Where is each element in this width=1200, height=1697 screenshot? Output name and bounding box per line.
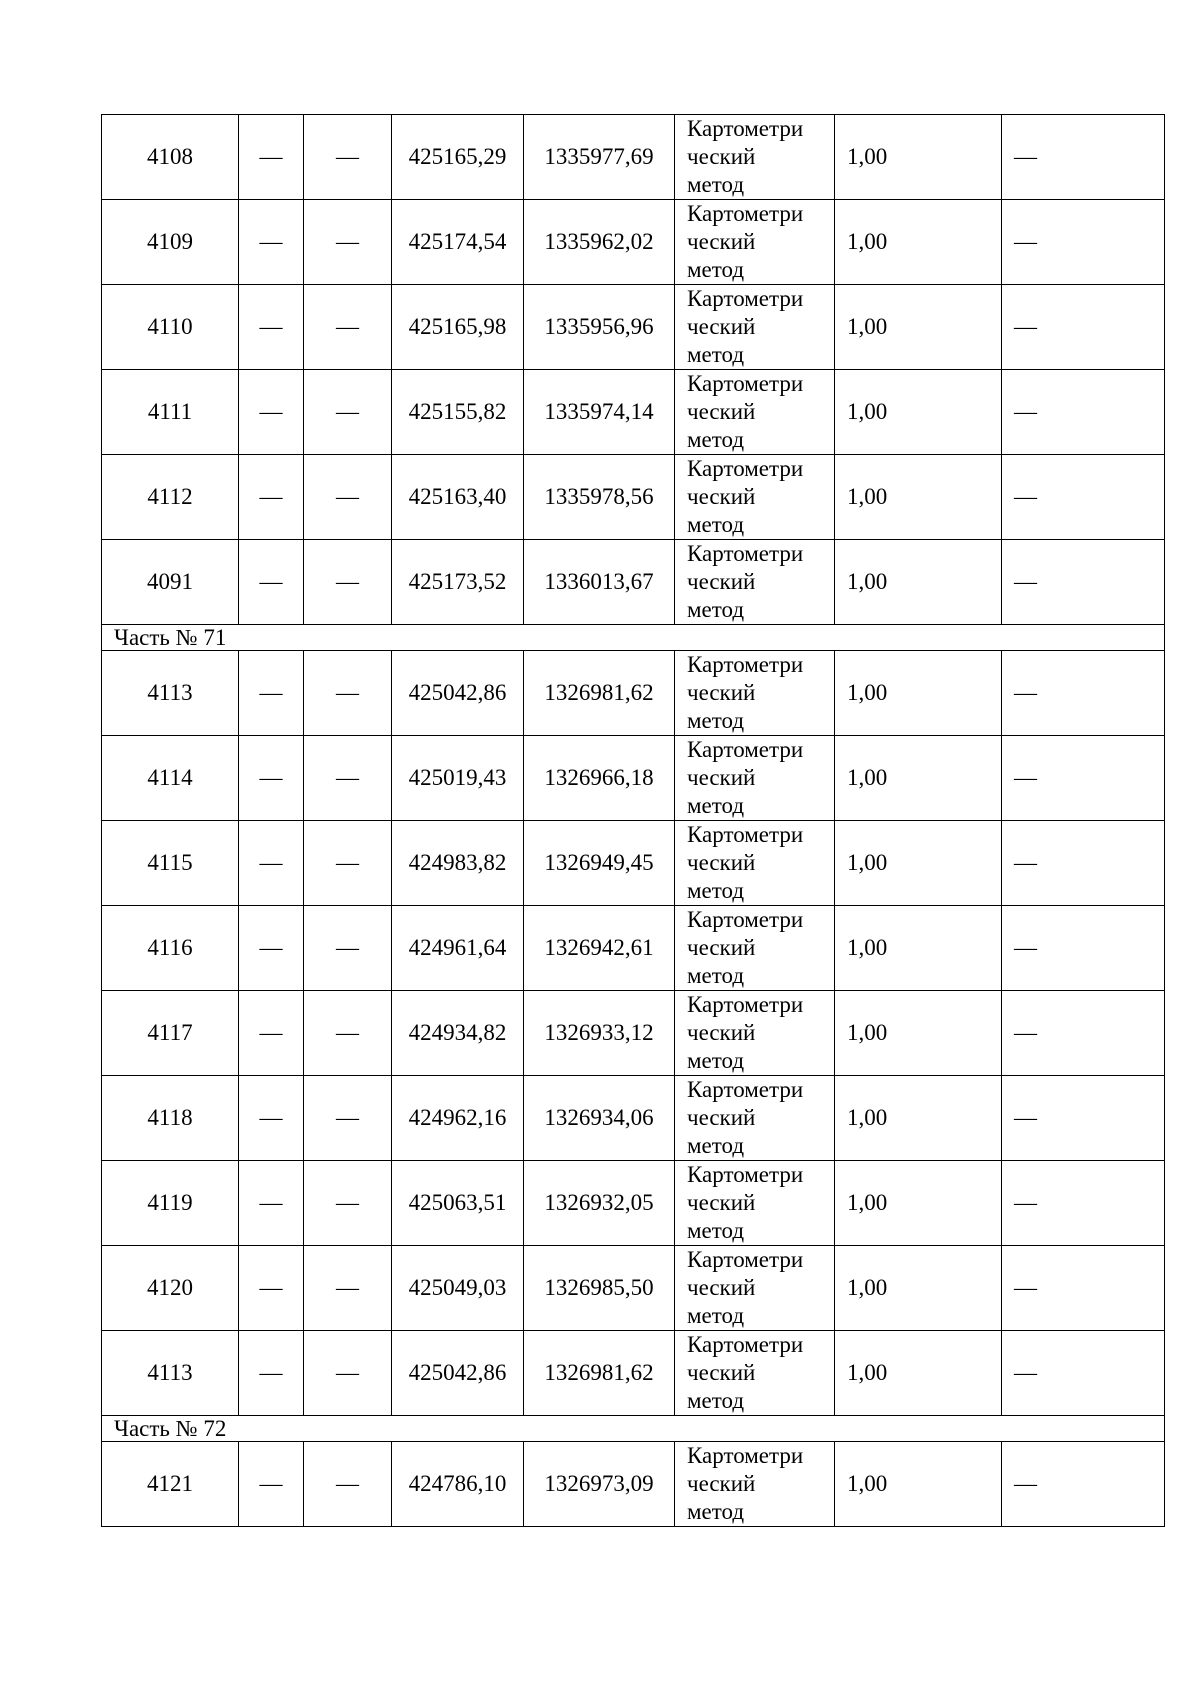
- point-number-cell: 4113: [102, 651, 239, 736]
- method-text-line: ческий: [687, 935, 756, 960]
- method-text-line: Картометри: [687, 1332, 804, 1357]
- method-text-line: метод: [687, 342, 745, 367]
- method-text-line: Картометри: [687, 286, 804, 311]
- y-coordinate-cell: 1326981,62: [524, 1331, 675, 1416]
- description-cell: —: [1002, 1076, 1165, 1161]
- accuracy-cell: 1,00: [835, 455, 1002, 540]
- point-number-cell: 4114: [102, 736, 239, 821]
- method-text-line: Картометри: [687, 201, 804, 226]
- y-coordinate-cell: 1335956,96: [524, 285, 675, 370]
- x-coordinate-cell: 425042,86: [392, 1331, 524, 1416]
- old-y-cell: —: [304, 1442, 392, 1527]
- x-coordinate-cell: 425049,03: [392, 1246, 524, 1331]
- table-row: [102, 1076, 1165, 1161]
- accuracy-cell: 1,00: [835, 285, 1002, 370]
- description-cell: —: [1002, 1331, 1165, 1416]
- method-text-line: Картометри: [687, 541, 804, 566]
- point-number-cell: 4121: [102, 1442, 239, 1527]
- table-row: [102, 370, 1165, 455]
- table-row: [102, 115, 1165, 200]
- x-coordinate-cell: 425173,52: [392, 540, 524, 625]
- table-row: [102, 1246, 1165, 1331]
- point-number-cell: 4115: [102, 821, 239, 906]
- old-y-cell: —: [304, 1246, 392, 1331]
- method-cell: [675, 1161, 835, 1246]
- method-text-line: Картометри: [687, 992, 804, 1017]
- method-cell: [675, 736, 835, 821]
- point-number-cell: 4109: [102, 200, 239, 285]
- accuracy-cell: 1,00: [835, 1442, 1002, 1527]
- x-coordinate-cell: 424983,82: [392, 821, 524, 906]
- method-text-line: метод: [687, 172, 745, 197]
- method-cell: [675, 455, 835, 540]
- old-x-cell: —: [239, 1161, 304, 1246]
- x-coordinate-cell: 425155,82: [392, 370, 524, 455]
- old-x-cell: —: [239, 370, 304, 455]
- old-x-cell: —: [239, 1246, 304, 1331]
- y-coordinate-cell: 1326932,05: [524, 1161, 675, 1246]
- old-y-cell: —: [304, 285, 392, 370]
- accuracy-cell: 1,00: [835, 906, 1002, 991]
- description-cell: —: [1002, 736, 1165, 821]
- method-text-line: Картометри: [687, 456, 804, 481]
- point-number-cell: 4117: [102, 991, 239, 1076]
- method-text-line: метод: [687, 1133, 745, 1158]
- table-row: [102, 736, 1165, 821]
- old-y-cell: —: [304, 200, 392, 285]
- method-text-line: метод: [687, 963, 745, 988]
- x-coordinate-cell: 425174,54: [392, 200, 524, 285]
- description-cell: —: [1002, 200, 1165, 285]
- x-coordinate-cell: 425163,40: [392, 455, 524, 540]
- y-coordinate-cell: 1326981,62: [524, 651, 675, 736]
- table-row: [102, 540, 1165, 625]
- method-text-line: ческий: [687, 314, 756, 339]
- method-text-line: Картометри: [687, 1443, 804, 1468]
- old-y-cell: —: [304, 736, 392, 821]
- old-x-cell: —: [239, 821, 304, 906]
- part-label: Часть № 72: [102, 1416, 1165, 1442]
- method-cell: [675, 200, 835, 285]
- old-x-cell: —: [239, 1331, 304, 1416]
- accuracy-cell: 1,00: [835, 991, 1002, 1076]
- method-text-line: ческий: [687, 680, 756, 705]
- accuracy-cell: 1,00: [835, 736, 1002, 821]
- y-coordinate-cell: 1326985,50: [524, 1246, 675, 1331]
- method-text-line: ческий: [687, 1275, 756, 1300]
- table-row: [102, 821, 1165, 906]
- method-text-line: ческий: [687, 1471, 756, 1496]
- description-cell: —: [1002, 1246, 1165, 1331]
- method-text-line: Картометри: [687, 652, 804, 677]
- point-number-cell: 4119: [102, 1161, 239, 1246]
- description-cell: —: [1002, 651, 1165, 736]
- point-number-cell: 4118: [102, 1076, 239, 1161]
- old-x-cell: —: [239, 1442, 304, 1527]
- old-x-cell: —: [239, 115, 304, 200]
- old-y-cell: —: [304, 991, 392, 1076]
- method-text-line: метод: [687, 1388, 745, 1413]
- part-label: Часть № 71: [102, 625, 1165, 651]
- method-text-line: метод: [687, 597, 745, 622]
- old-x-cell: —: [239, 540, 304, 625]
- x-coordinate-cell: 424962,16: [392, 1076, 524, 1161]
- description-cell: —: [1002, 991, 1165, 1076]
- method-text-line: ческий: [687, 850, 756, 875]
- description-cell: —: [1002, 370, 1165, 455]
- point-number-cell: 4113: [102, 1331, 239, 1416]
- method-cell: [675, 540, 835, 625]
- method-text-line: ческий: [687, 1190, 756, 1215]
- method-cell: [675, 1076, 835, 1161]
- method-text-line: Картометри: [687, 371, 804, 396]
- x-coordinate-cell: 425042,86: [392, 651, 524, 736]
- y-coordinate-cell: 1335974,14: [524, 370, 675, 455]
- method-text-line: метод: [687, 878, 745, 903]
- description-cell: —: [1002, 455, 1165, 540]
- method-text-line: ческий: [687, 229, 756, 254]
- y-coordinate-cell: 1326973,09: [524, 1442, 675, 1527]
- old-x-cell: —: [239, 200, 304, 285]
- table-row: [102, 200, 1165, 285]
- old-x-cell: —: [239, 1076, 304, 1161]
- method-text-line: метод: [687, 512, 745, 537]
- x-coordinate-cell: 424786,10: [392, 1442, 524, 1527]
- accuracy-cell: 1,00: [835, 115, 1002, 200]
- table-row: [102, 651, 1165, 736]
- method-cell: [675, 991, 835, 1076]
- method-text-line: Картометри: [687, 822, 804, 847]
- point-number-cell: 4112: [102, 455, 239, 540]
- method-text-line: метод: [687, 1303, 745, 1328]
- method-text-line: метод: [687, 1218, 745, 1243]
- table-row: [102, 906, 1165, 991]
- method-cell: [675, 906, 835, 991]
- description-cell: —: [1002, 1161, 1165, 1246]
- old-x-cell: —: [239, 736, 304, 821]
- method-cell: [675, 651, 835, 736]
- accuracy-cell: 1,00: [835, 1331, 1002, 1416]
- table-row: [102, 1331, 1165, 1416]
- x-coordinate-cell: 424961,64: [392, 906, 524, 991]
- method-cell: [675, 370, 835, 455]
- description-cell: —: [1002, 1442, 1165, 1527]
- y-coordinate-cell: 1335977,69: [524, 115, 675, 200]
- old-y-cell: —: [304, 1161, 392, 1246]
- y-coordinate-cell: 1326949,45: [524, 821, 675, 906]
- method-text-line: метод: [687, 1048, 745, 1073]
- old-y-cell: —: [304, 115, 392, 200]
- point-number-cell: 4120: [102, 1246, 239, 1331]
- description-cell: —: [1002, 906, 1165, 991]
- description-cell: —: [1002, 821, 1165, 906]
- part-header-row: [102, 625, 1165, 651]
- y-coordinate-cell: 1326933,12: [524, 991, 675, 1076]
- table-body: [102, 115, 1165, 1527]
- table-row: [102, 1442, 1165, 1527]
- accuracy-cell: 1,00: [835, 540, 1002, 625]
- accuracy-cell: 1,00: [835, 1076, 1002, 1161]
- method-text-line: ческий: [687, 399, 756, 424]
- method-text-line: ческий: [687, 1105, 756, 1130]
- y-coordinate-cell: 1335962,02: [524, 200, 675, 285]
- method-text-line: Картометри: [687, 907, 804, 932]
- method-cell: [675, 1331, 835, 1416]
- method-text-line: ческий: [687, 1020, 756, 1045]
- method-text-line: метод: [687, 708, 745, 733]
- method-text-line: ческий: [687, 1360, 756, 1385]
- method-text-line: метод: [687, 427, 745, 452]
- old-x-cell: —: [239, 991, 304, 1076]
- accuracy-cell: 1,00: [835, 1246, 1002, 1331]
- old-y-cell: —: [304, 651, 392, 736]
- y-coordinate-cell: 1326966,18: [524, 736, 675, 821]
- method-text-line: Картометри: [687, 737, 804, 762]
- y-coordinate-cell: 1326934,06: [524, 1076, 675, 1161]
- part-header-row: [102, 1416, 1165, 1442]
- accuracy-cell: 1,00: [835, 370, 1002, 455]
- accuracy-cell: 1,00: [835, 821, 1002, 906]
- old-y-cell: —: [304, 906, 392, 991]
- method-text-line: ческий: [687, 765, 756, 790]
- old-y-cell: —: [304, 1076, 392, 1161]
- description-cell: —: [1002, 540, 1165, 625]
- y-coordinate-cell: 1326942,61: [524, 906, 675, 991]
- method-text-line: Картометри: [687, 116, 804, 141]
- x-coordinate-cell: 425063,51: [392, 1161, 524, 1246]
- old-x-cell: —: [239, 455, 304, 540]
- y-coordinate-cell: 1336013,67: [524, 540, 675, 625]
- method-cell: [675, 821, 835, 906]
- old-x-cell: —: [239, 651, 304, 736]
- point-number-cell: 4116: [102, 906, 239, 991]
- method-text-line: ческий: [687, 144, 756, 169]
- method-text-line: метод: [687, 793, 745, 818]
- method-cell: [675, 285, 835, 370]
- x-coordinate-cell: 425019,43: [392, 736, 524, 821]
- old-y-cell: —: [304, 540, 392, 625]
- point-number-cell: 4108: [102, 115, 239, 200]
- accuracy-cell: 1,00: [835, 200, 1002, 285]
- table-row: [102, 285, 1165, 370]
- old-x-cell: —: [239, 285, 304, 370]
- x-coordinate-cell: 424934,82: [392, 991, 524, 1076]
- method-text-line: Картометри: [687, 1247, 804, 1272]
- y-coordinate-cell: 1335978,56: [524, 455, 675, 540]
- method-cell: [675, 1442, 835, 1527]
- method-text-line: метод: [687, 257, 745, 282]
- method-text-line: метод: [687, 1499, 745, 1524]
- coordinates-table: [101, 114, 1165, 1527]
- method-cell: [675, 115, 835, 200]
- point-number-cell: 4110: [102, 285, 239, 370]
- description-cell: —: [1002, 285, 1165, 370]
- point-number-cell: 4091: [102, 540, 239, 625]
- table-row: [102, 455, 1165, 540]
- old-x-cell: —: [239, 906, 304, 991]
- method-text-line: Картометри: [687, 1162, 804, 1187]
- description-cell: —: [1002, 115, 1165, 200]
- old-y-cell: —: [304, 370, 392, 455]
- method-text-line: ческий: [687, 484, 756, 509]
- method-cell: [675, 1246, 835, 1331]
- x-coordinate-cell: 425165,98: [392, 285, 524, 370]
- table-row: [102, 1161, 1165, 1246]
- old-y-cell: —: [304, 1331, 392, 1416]
- table-row: [102, 991, 1165, 1076]
- old-y-cell: —: [304, 821, 392, 906]
- old-y-cell: —: [304, 455, 392, 540]
- method-text-line: ческий: [687, 569, 756, 594]
- accuracy-cell: 1,00: [835, 1161, 1002, 1246]
- accuracy-cell: 1,00: [835, 651, 1002, 736]
- x-coordinate-cell: 425165,29: [392, 115, 524, 200]
- point-number-cell: 4111: [102, 370, 239, 455]
- method-text-line: Картометри: [687, 1077, 804, 1102]
